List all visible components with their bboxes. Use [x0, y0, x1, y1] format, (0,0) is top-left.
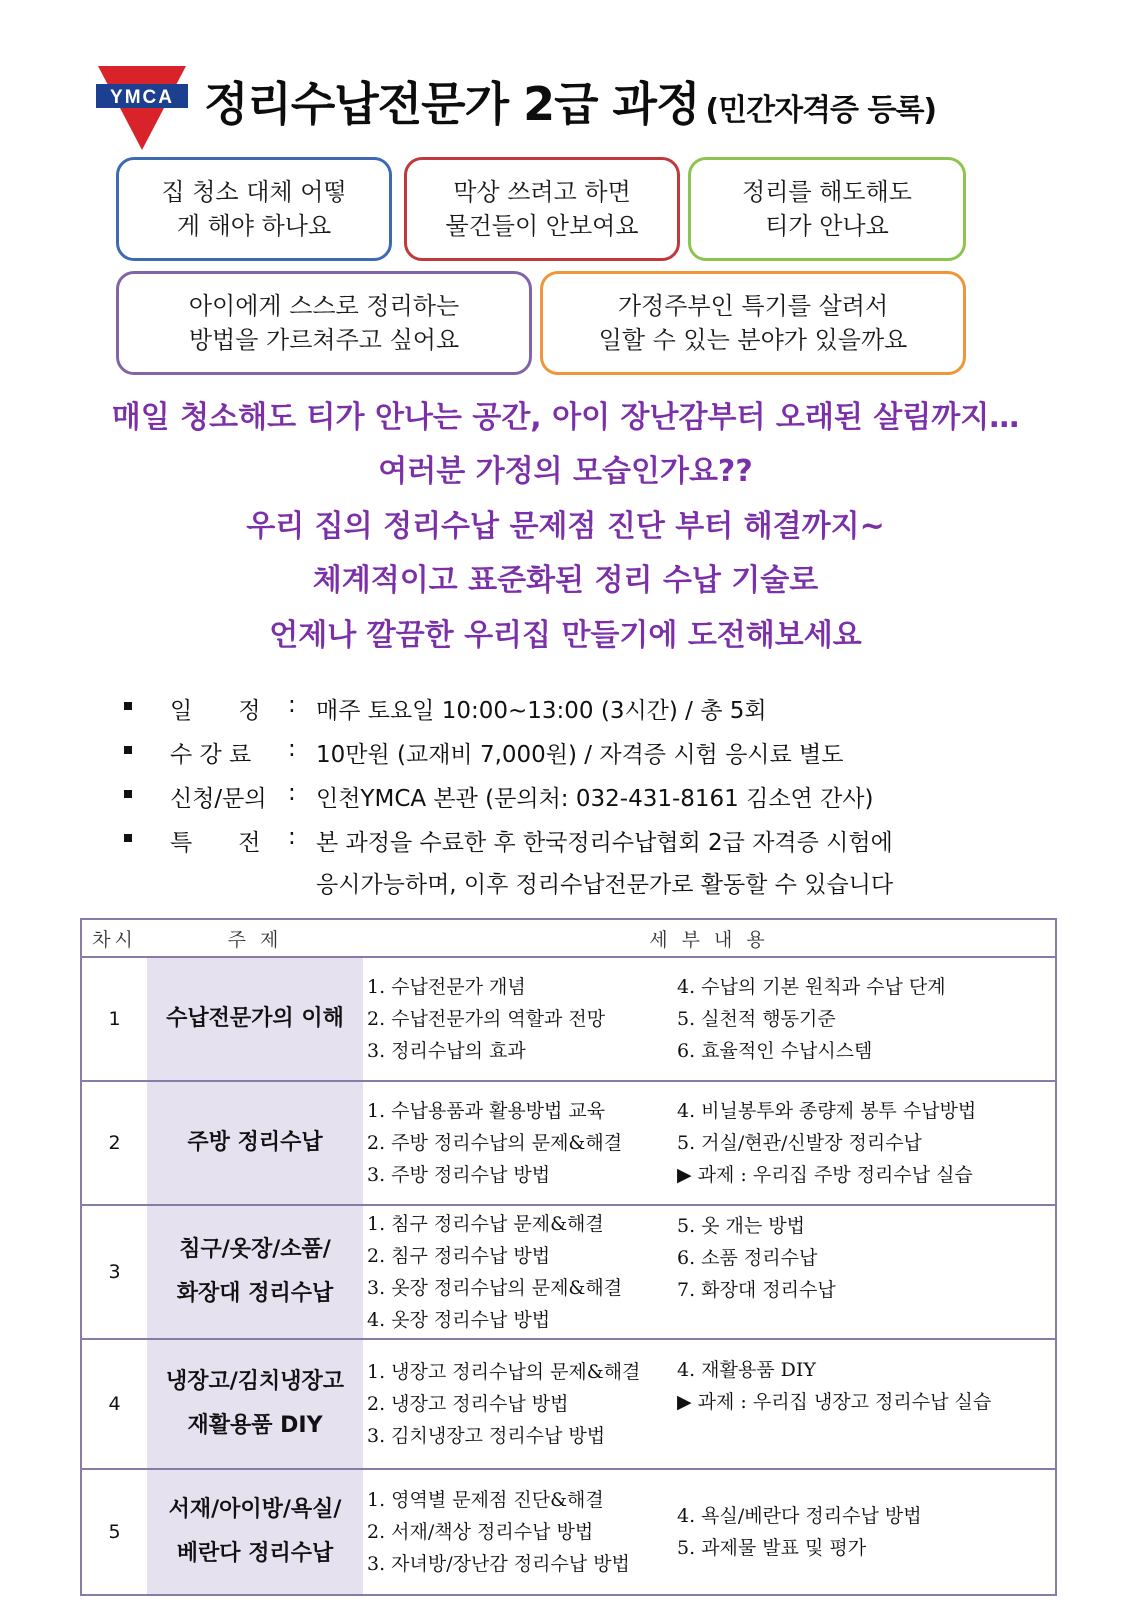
details-right: 4. 비닐봉투와 종량제 봉투 수납방법 5. 거실/현관/신발장 정리수납 ▶ 과제 : 우리집 주방 정리수납 실습	[673, 1081, 1056, 1205]
curriculum-table	[80, 918, 1057, 1596]
info-contact: 신청/문의 : 인천YMCA 본관 (문의처: 032-431-8161 김소연 간사)	[120, 780, 1020, 824]
question-box-3: 정리를 해도해도 티가 안나요	[688, 157, 966, 261]
question-box-2: 막상 쓰려고 하면 물건들이 안보여요	[404, 157, 680, 261]
header-details: 세 부 내 용	[363, 919, 1056, 957]
session-number: 3	[81, 1205, 147, 1339]
question-box-1: 집 청소 대체 어떻 게 해야 하나요	[116, 157, 392, 261]
session-number: 4	[81, 1339, 147, 1469]
session-number: 5	[81, 1469, 147, 1595]
session-number: 2	[81, 1081, 147, 1205]
slogan-line-2: 여러분 가정의 모습인가요??	[378, 454, 753, 489]
details-left: 1. 수납전문가 개념 2. 수납전문가의 역할과 전망 3. 정리수납의 효과	[363, 957, 673, 1081]
details-right: 5. 옷 개는 방법 6. 소품 정리수납 7. 화장대 정리수납	[673, 1205, 1056, 1339]
table-row	[81, 1469, 1056, 1595]
table-header-row	[81, 919, 1056, 957]
slogan-line-1: 매일 청소해도 티가 안나는 공간, 아이 장난감부터 오래된 살림까지…	[111, 400, 1020, 435]
bullet-icon	[124, 746, 132, 754]
slogan-line-3: 우리 집의 정리수납 문제점 진단 부터 해결까지~	[246, 509, 885, 544]
table-row	[81, 1339, 1056, 1469]
table-row	[81, 1205, 1056, 1339]
bullet-icon	[124, 834, 132, 842]
header-session: 차시	[81, 919, 147, 957]
table-row	[81, 957, 1056, 1081]
session-topic: 수납전문가의 이해	[147, 957, 363, 1081]
question-box-4: 아이에게 스스로 정리하는 방법을 가르쳐주고 싶어요	[116, 271, 532, 375]
info-benefit: 특 전 : 본 과정을 수료한 후 한국정리수납협회 2급 자격증 시험에 응시가능하며, 이후 정리수납전문가로 활동할 수 있습니다	[120, 824, 1020, 912]
details-left: 1. 냉장고 정리수납의 문제&해결 2. 냉장고 정리수납 방법 3. 김치냉장고 정리수납 방법	[363, 1339, 673, 1469]
bullet-icon	[124, 790, 132, 798]
details-right: 4. 수납의 기본 원칙과 수납 단계 5. 실천적 행동기준 6. 효율적인 수납시스템	[673, 957, 1056, 1081]
info-schedule: 일 정 : 매주 토요일 10:00~13:00 (3시간) / 총 5회	[120, 692, 1020, 736]
question-box-5: 가정주부인 특기를 살려서 일할 수 있는 분야가 있을까요	[540, 271, 966, 375]
header	[96, 62, 1056, 152]
title-main: 정리수납전문가 2급 과정	[204, 77, 700, 131]
session-topic: 서재/아이방/욕실/ 베란다 정리수납	[147, 1469, 363, 1595]
header-topic: 주 제	[147, 919, 363, 957]
details-left: 1. 수납용품과 활용방법 교육 2. 주방 정리수납의 문제&해결 3. 주방 정리수납 방법	[363, 1081, 673, 1205]
table-row	[81, 1081, 1056, 1205]
info-fee: 수 강 료 : 10만원 (교재비 7,000원) / 자격증 시험 응시료 별도	[120, 736, 1020, 780]
logo-text: YMCA	[110, 87, 174, 108]
session-number: 1	[81, 957, 147, 1081]
slogan-line-5: 언제나 깔끔한 우리집 만들기에 도전해보세요	[269, 618, 862, 653]
details-left: 1. 영역별 문제점 진단&해결 2. 서재/책상 정리수납 방법 3. 자녀방/장난감 정리수납 방법	[363, 1469, 673, 1595]
page-title	[204, 68, 936, 134]
slogan-line-4: 체계적이고 표준화된 정리 수납 기술로	[312, 563, 819, 598]
session-topic: 냉장고/김치냉장고 재활용품 DIY	[147, 1339, 363, 1469]
ymca-logo	[96, 62, 188, 152]
details-left: 1. 침구 정리수납 문제&해결 2. 침구 정리수납 방법 3. 옷장 정리수납의 문제&해결 4. 옷장 정리수납 방법	[363, 1205, 673, 1339]
title-sub: (민간자격증 등록)	[705, 93, 937, 128]
details-right: 4. 욕실/베란다 정리수납 방법 5. 과제물 발표 및 평가	[673, 1469, 1056, 1595]
details-right: 4. 재활용품 DIY ▶ 과제 : 우리집 냉장고 정리수납 실습	[673, 1339, 1056, 1469]
session-topic: 침구/옷장/소품/ 화장대 정리수납	[147, 1205, 363, 1339]
course-info	[120, 692, 1020, 912]
session-topic: 주방 정리수납	[147, 1081, 363, 1205]
bullet-icon	[124, 702, 132, 710]
